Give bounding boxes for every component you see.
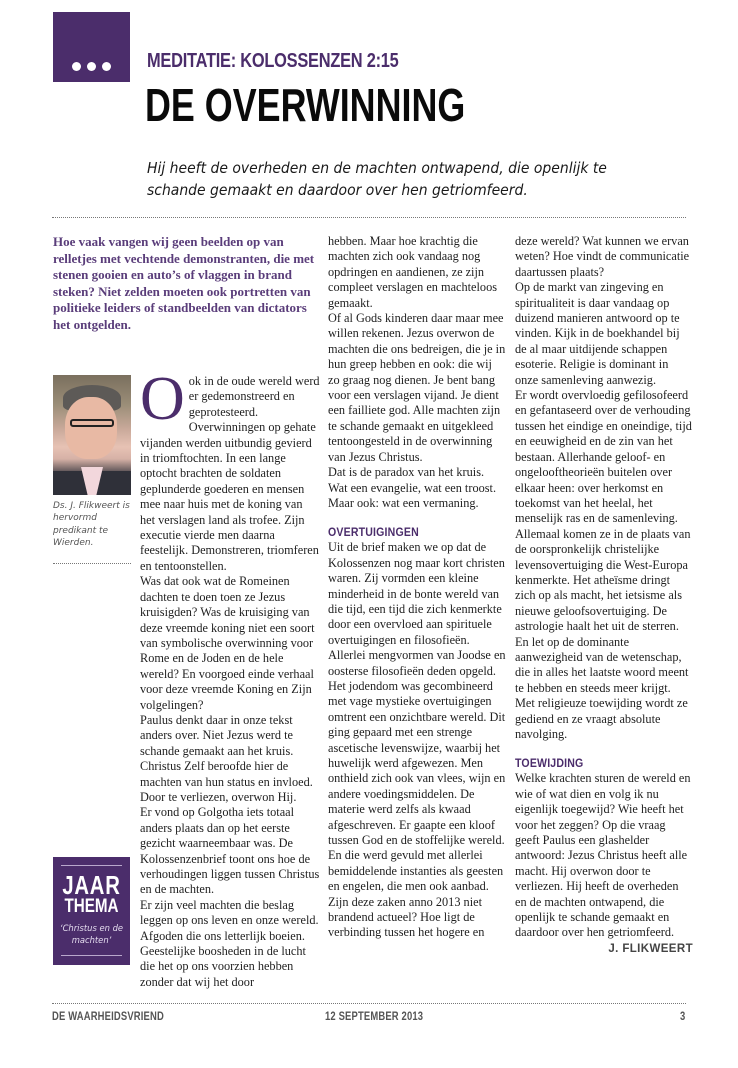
paragraph: Welke krachten sturen de wereld en wie of wat dien en volg ik nu eigenlijk toegewijd? Wie heeft het voor het zeggen? Op die vraag geeft Paulus een glashelder antwoord: Jezus Christus heeft alle macht. Hij overwon door te verliezen. Hij heeft de overheden en de machten ontwapend, die openlijk te schande gemaakt en daardoor over hen getriomfeerd. [515,771,691,940]
paragraph: Allemaal komen ze in de plaats van de oorspronkelijk christelijke levensovertuiging die West-Europa kenmerkte. Het atheïsme dringt zich op als macht, het ietsisme als nieuwe geloofsovertuiging. De astrologie haalt het uit de sterren. [515,526,691,634]
paragraph: Op de markt van zingeving en spiritualiteit is daar vandaag op duizend manieren antwoord op te vinden. Kijk in de boekhandel bij de al maar uitdijende schappen esoterie. Religie is dominant in onze samenleving aanwezig. [515,280,680,387]
article-title: DE OVERWINNING [145,79,466,131]
year-theme-box [53,857,130,965]
paragraph: Zijn deze zaken anno 2013 niet brandend actueel? Hoe ligt de verbinding tussen het hogere en [328,894,485,940]
article-column-1 [140,365,320,990]
paragraph: hebben. Maar hoe krachtig die machten zich ook vandaag nog opdringen en aandienen, ze zijn compleet verslagen en machteloos gemaakt. [328,234,498,310]
page-number: 3 [680,1011,686,1023]
paragraph: Allerlei mengvormen van Joodse en oosterse filosofieën deden opgeld. Het jodendom was gecombineerd met vage mystieke overtuigingen omtrent een onzichtbare wereld. Dit ging gepaard met een strenge ascetische levenswijze, waarbij het huwelijk werd afgewezen. Men onthield zich ook van vlees, wijn en andere voedingsmiddelen. De materie werd zelfs als kwaad afgeschreven. Er gaapte een kloof tussen God en de stoffelijke wereld. En die werd gevuld met allerlei bemiddelende instanties als geesten en engelen, die men ook aanbad. [328,648,506,894]
dot [72,62,81,71]
paragraph: Er wordt overvloedig gefilosofeerd en gefantaseerd over de verhouding tussen het eindige en oneindige, tijd en eeuwigheid en de zin van het bestaan. Allerhande geloof- en ongelooftheorieën buitelen over elkaar heen: over herkomst en toekomst van het heelal, het menselijk ras en de samenleving. [515,388,692,526]
subheading-toewijding: TOEWIJDING [515,756,584,771]
paragraph: Er zijn veel machten die beslag leggen op ons leven en onze wereld. Afgoden die ons letterlijk boeien. Geestelijke boosheden in de lucht die het op ons voorzien hebben zonder dat wij het door [140,897,319,989]
photo-face [65,397,117,459]
article-column-2 [328,234,506,941]
photo-glasses [70,419,114,427]
theme-line2: THEMA [64,896,119,917]
paragraph: Was dat ook wat de Romeinen dachten te doen toen ze Jezus kruisigden? Was de kruisiging van deze vreemde koning niet een soort van symbolische overwinning voor Rome en de Joden en de hele wereld? En voorgoed einde verhaal voor deze vreemde Koning en Zijn volgelingen? [140,574,315,712]
article-intro: Hoe vaak vangen wij geen beelden op van relletjes met vechtende demonstranten, die met stenen gooien en auto’s of vlaggen in brand steken? Niet zelden moeten ook portretten van politieke leiders of standbeelden van dictators het ontgelden. [53,234,315,332]
paragraph: En let op de dominante aanwezigheid van de wetenschap, die in alles het laatste woord meent te hebben en steeds meer krijgt. Met religieuze toewijding wordt ze gediend en ze vraagt absolute navolging. [515,634,689,741]
paragraph: Of al Gods kinderen daar maar mee willen rekenen. Jezus overwon de machten die ons bedreigen, die je in hun greep hebben en ook: die wij zo graag nog dienen. Je bent bang voor een verslagen vijand. Je dient een failliete god. Alle machten zijn te schande gemaakt en uitgekleed tentoongesteld in de overwinning van Jezus Christus. [328,311,506,464]
theme-line1: JAAR [62,870,121,900]
article-column-3 [515,234,693,957]
subheading-overtuigingen: OVERTUIGINGEN [328,525,419,540]
more-dots-icon [72,62,111,71]
paragraph: deze wereld? Wat kunnen we ervan weten? Hoe vindt de communicatie daartussen plaats? [515,234,690,279]
paragraph: Paulus denkt daar in onze tekst anders over. Niet Jezus werd te schande gemaakt aan het kruis. Christus Zelf beroofde hier de machten van hun status en invloed. Door te verliezen, overwon Hij. [140,712,313,804]
theme-subtitle: ‘Christus en de machten’ [59,923,124,945]
paragraph: Er vond op Golgotha iets totaal anders plaats dan op het eerste gezicht waarneembaar was. De Kolossenzenbrief toont ons hoe de verhoudingen liggen tussen Christus en de machten. [140,805,320,897]
paragraph: ok in de oude wereld werd er gedemonstreerd en geprotesteerd. Overwinningen op gehate vijanden werden uitbundig gevierd in triomftochten. In een lange optocht brachten de soldaten geplunderde goederen en mensen mee naar huis met de koning van het verslagen land als trofee. Zijn executie vierde men daarna feestelijk. Demonstreren, triomferen en tentoonstellen. [140,374,320,573]
dot [87,62,96,71]
paragraph: Uit de brief maken we op dat de Kolossenzen nog maar kort christen waren. Zij vormden een kleine minderheid in de bonte wereld van die tijd, een tijd die zich kenmerkte door een overvloed aan spirituele overtuigingen en filosofieën. [328,540,505,647]
author-photo [53,375,131,495]
author-caption: Ds. J. Flikweert is hervormd predikant te Wierden. [53,501,130,549]
paragraph: Dat is de paradox van het kruis. Wat een evangelie, wat een troost. Maar ook: wat een vermaning. [328,465,497,510]
drop-cap: O [140,365,185,433]
theme-rule-top [61,865,122,866]
caption-divider [53,563,131,564]
issue-date: 12 SEPTEMBER 2013 [325,1011,424,1023]
footer-divider [52,1003,686,1004]
section-kicker: MEDITATIE: KOLOSSENZEN 2:15 [147,50,399,72]
publication-name: DE WAARHEIDSVRIEND [52,1011,164,1023]
header-divider [52,217,686,218]
theme-rule-bottom [61,955,122,956]
section-badge [53,12,130,82]
article-lede: Hij heeft de overheden en de machten ontwapend, die openlijk te schande gemaakt en daardoor over hen getriomfeerd. [147,159,607,199]
author-signature: J. FLIKWEERT [608,942,693,955]
dot [102,62,111,71]
